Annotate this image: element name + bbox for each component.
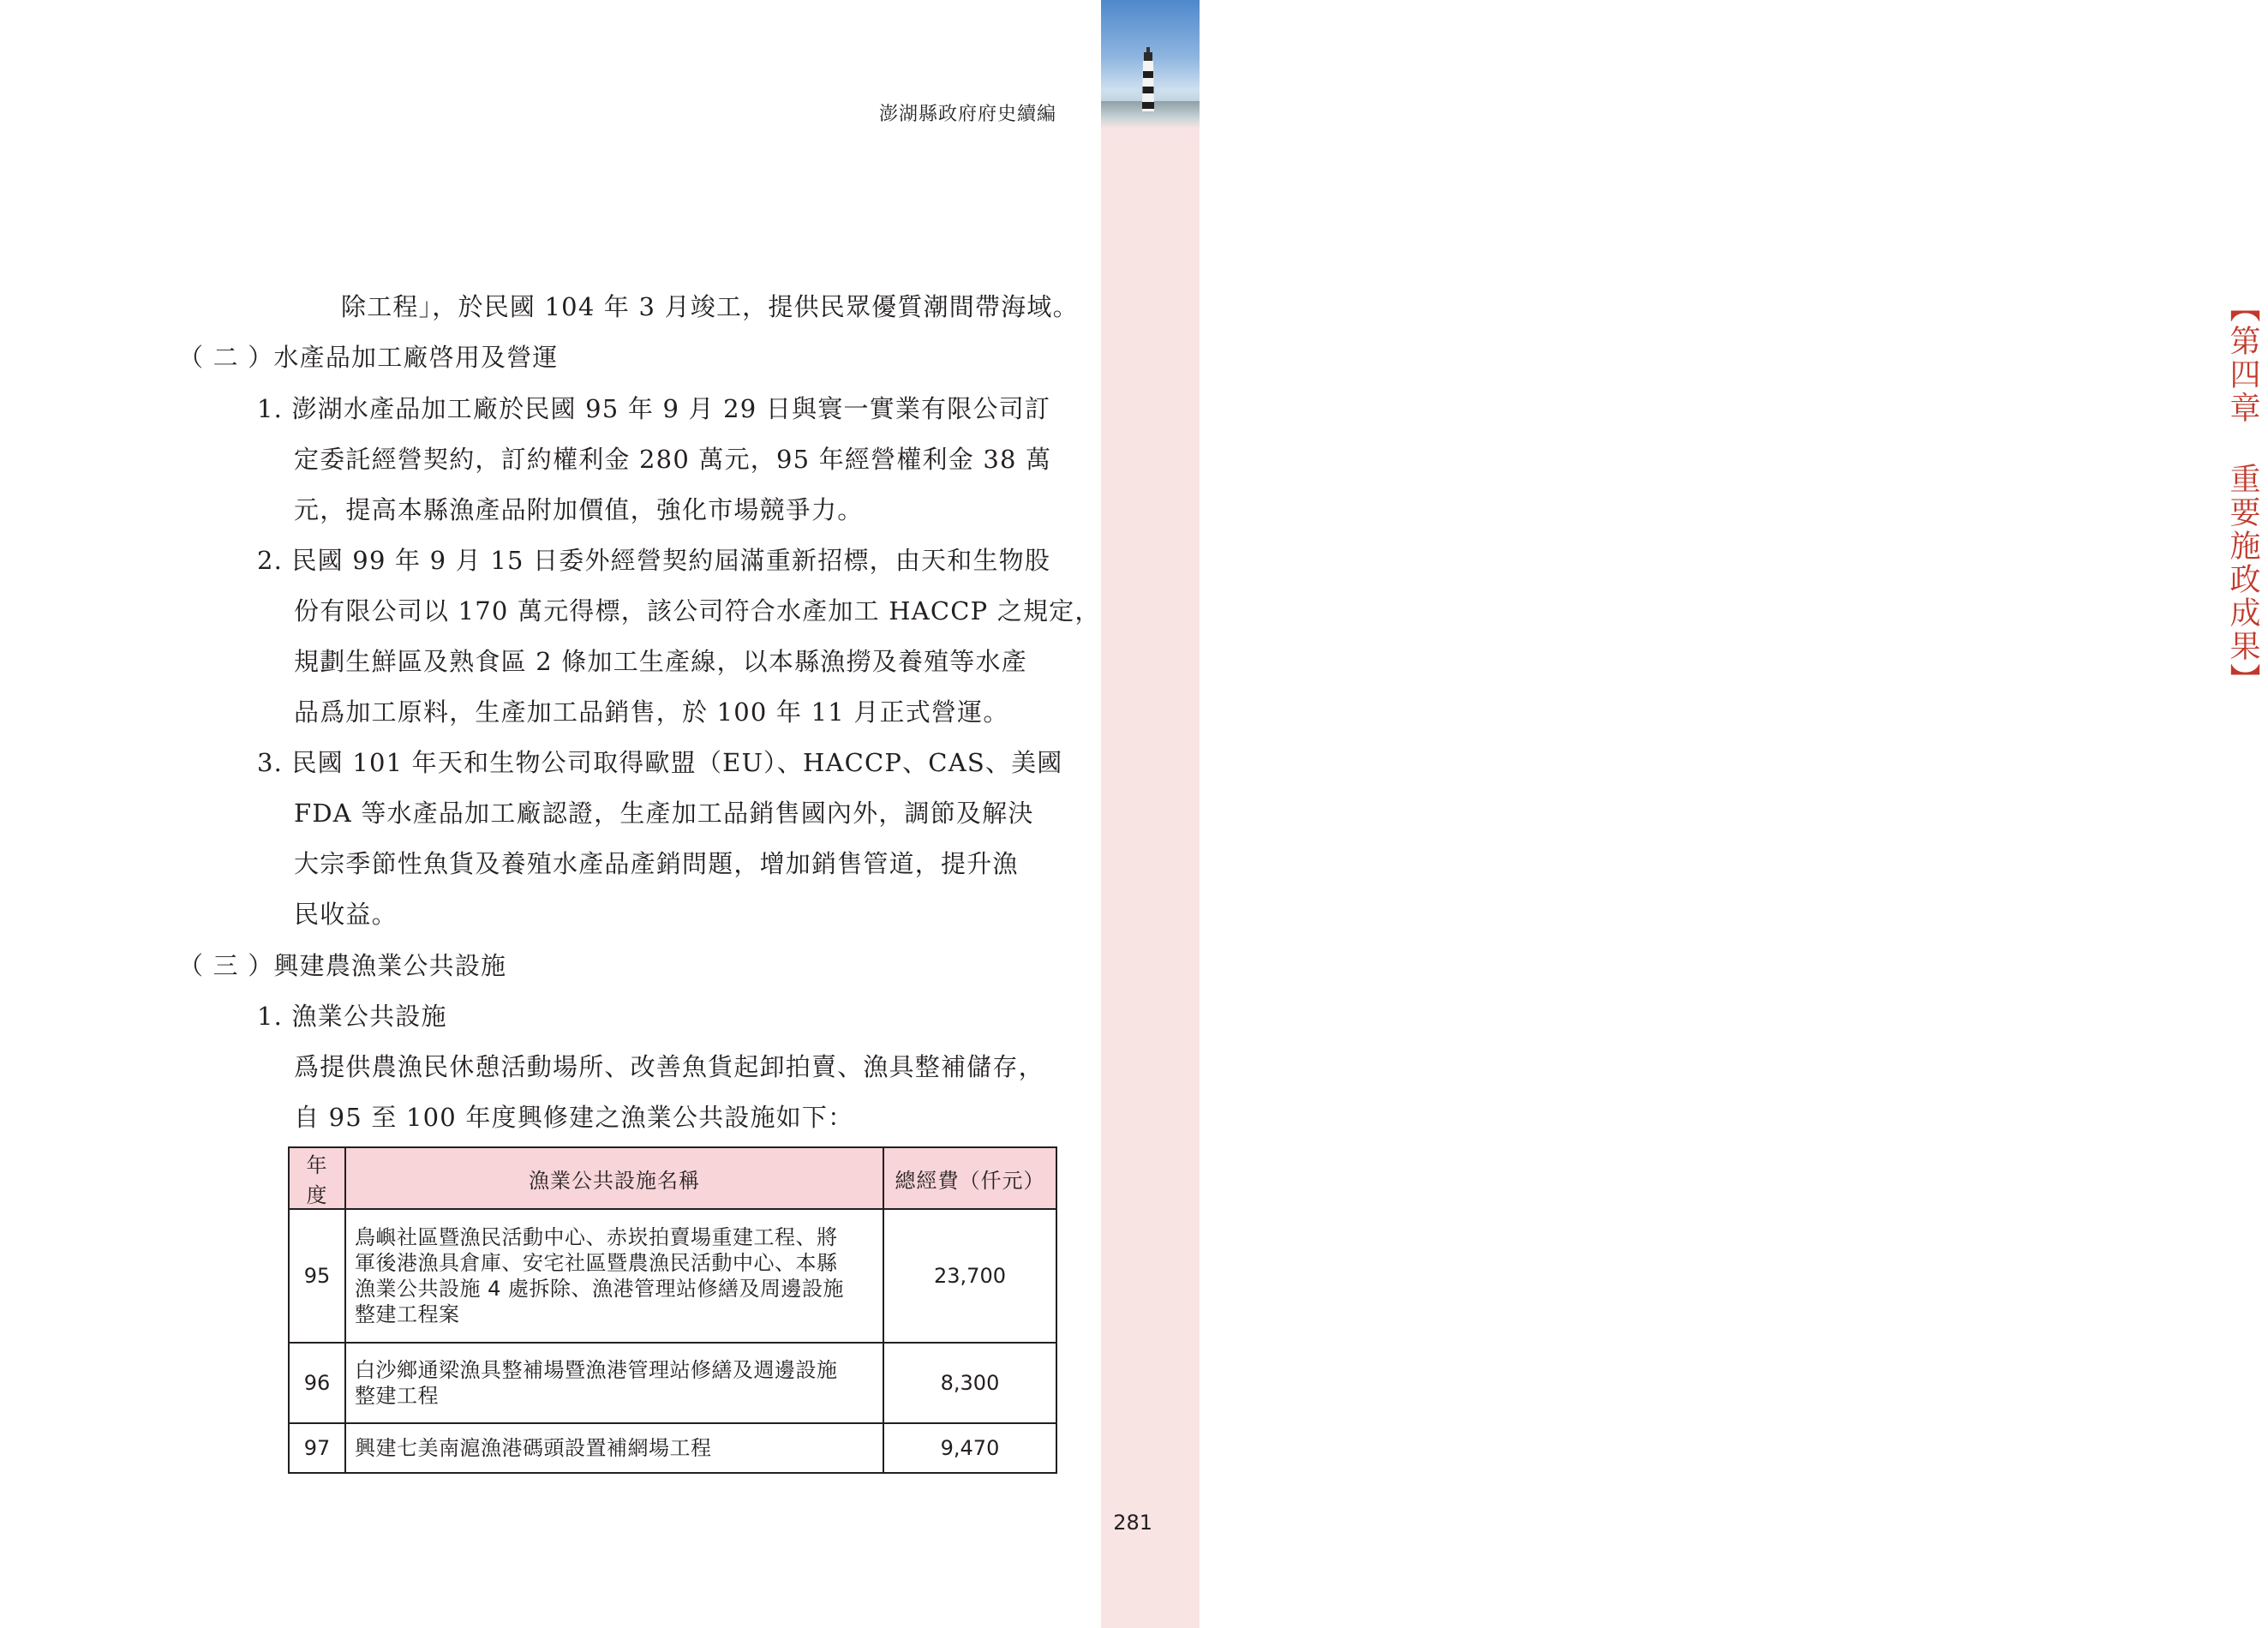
side-band xyxy=(1101,0,2260,1628)
paragraph-line: 大宗季節性魚貨及養殖水產品產銷問題，增加銷售管道，提升漁 xyxy=(294,849,1019,878)
running-title: 澎湖縣政府府史續編 xyxy=(878,104,1056,125)
header-total-cost: 總經費（仟元） xyxy=(883,1147,1056,1209)
cell-cost: 23,700 xyxy=(883,1209,1056,1343)
paragraph-line: 份有限公司以 170 萬元得標，該公司符合水產加工 HACCP 之規定， xyxy=(294,596,1101,625)
header-year: 年度 xyxy=(289,1147,345,1209)
name-line: 鳥嶼社區暨漁民活動中心、赤崁拍賣場重建工程、將 xyxy=(355,1225,838,1249)
paragraph-line: 除工程」，於民國 104 年 3 月竣工，提供民眾優質潮間帶海域。 xyxy=(341,292,1079,321)
paragraph-line: 規劃生鮮區及熟食區 2 條加工生產線，以本縣漁撈及養殖等水產 xyxy=(294,647,1027,676)
table-row xyxy=(289,1209,1056,1343)
section-heading: （ 二 ）水產品加工廠啓用及營運 xyxy=(178,343,559,372)
cell-cost: 9,470 xyxy=(883,1423,1056,1473)
paragraph-line: FDA 等水產品加工廠認證，生產加工品銷售國內外，調節及解決 xyxy=(294,799,1034,828)
cell-year: 96 xyxy=(289,1343,345,1423)
table-row xyxy=(289,1423,1056,1473)
cell-cost: 8,300 xyxy=(883,1343,1056,1423)
name-line: 白沙鄉通梁漁具整補場暨漁港管理站修繕及週邊設施 xyxy=(355,1358,838,1382)
paragraph-line: 民收益。 xyxy=(294,900,398,929)
facility-table xyxy=(288,1146,1057,1474)
chapter-tab: 【第四章 重要施政成果】 xyxy=(2225,291,2260,697)
paragraph-line: 定委託經營契約，訂約權利金 280 萬元，95 年經營權利金 38 萬 xyxy=(294,445,1052,474)
table-header-row xyxy=(289,1147,1056,1209)
cell-year: 95 xyxy=(289,1209,345,1343)
subsection-heading: 1. 漁業公共設施 xyxy=(257,1002,447,1031)
header-facility-name: 漁業公共設施名稱 xyxy=(345,1147,883,1209)
paragraph-line: 1. 澎湖水產品加工廠於民國 95 年 9 月 29 日與寰一實業有限公司訂 xyxy=(257,394,1051,423)
paragraph-line: 2. 民國 99 年 9 月 15 日委外經營契約屆滿重新招標，由天和生物股 xyxy=(257,546,1051,575)
cell-facility-name xyxy=(345,1423,883,1473)
lighthouse-icon xyxy=(1139,47,1158,111)
cell-year: 97 xyxy=(289,1423,345,1473)
paragraph-line: 元，提高本縣漁產品附加價值，強化市場競爭力。 xyxy=(294,495,864,524)
name-line: 整建工程 xyxy=(355,1384,439,1408)
paragraph-line: 自 95 至 100 年度興修建之漁業公共設施如下： xyxy=(294,1103,854,1132)
cell-facility-name xyxy=(345,1343,883,1423)
name-line: 軍後港漁具倉庫、安宅社區暨農漁民活動中心、本縣 xyxy=(355,1251,838,1275)
name-line: 漁業公共設施 4 處拆除、漁港管理站修繕及周邊設施 xyxy=(355,1277,845,1301)
lighthouse-photo xyxy=(1101,0,1200,129)
page-number: 281 xyxy=(1113,1511,1152,1535)
table-row xyxy=(289,1343,1056,1423)
paragraph-line: 3. 民國 101 年天和生物公司取得歐盟（EU）、HACCP、CAS、美國 xyxy=(257,748,1063,777)
paragraph-line: 品爲加工原料，生產加工品銷售，於 100 年 11 月正式營運。 xyxy=(294,697,1009,727)
name-line: 整建工程案 xyxy=(355,1302,460,1326)
name-line: 興建七美南滬漁港碼頭設置補網場工程 xyxy=(355,1436,712,1460)
paragraph-line: 爲提供農漁民休憩活動場所、改善魚貨起卸拍賣、漁具整補儲存， xyxy=(294,1052,1044,1081)
section-heading: （ 三 ）興建農漁業公共設施 xyxy=(178,951,507,980)
cell-facility-name xyxy=(345,1209,883,1343)
